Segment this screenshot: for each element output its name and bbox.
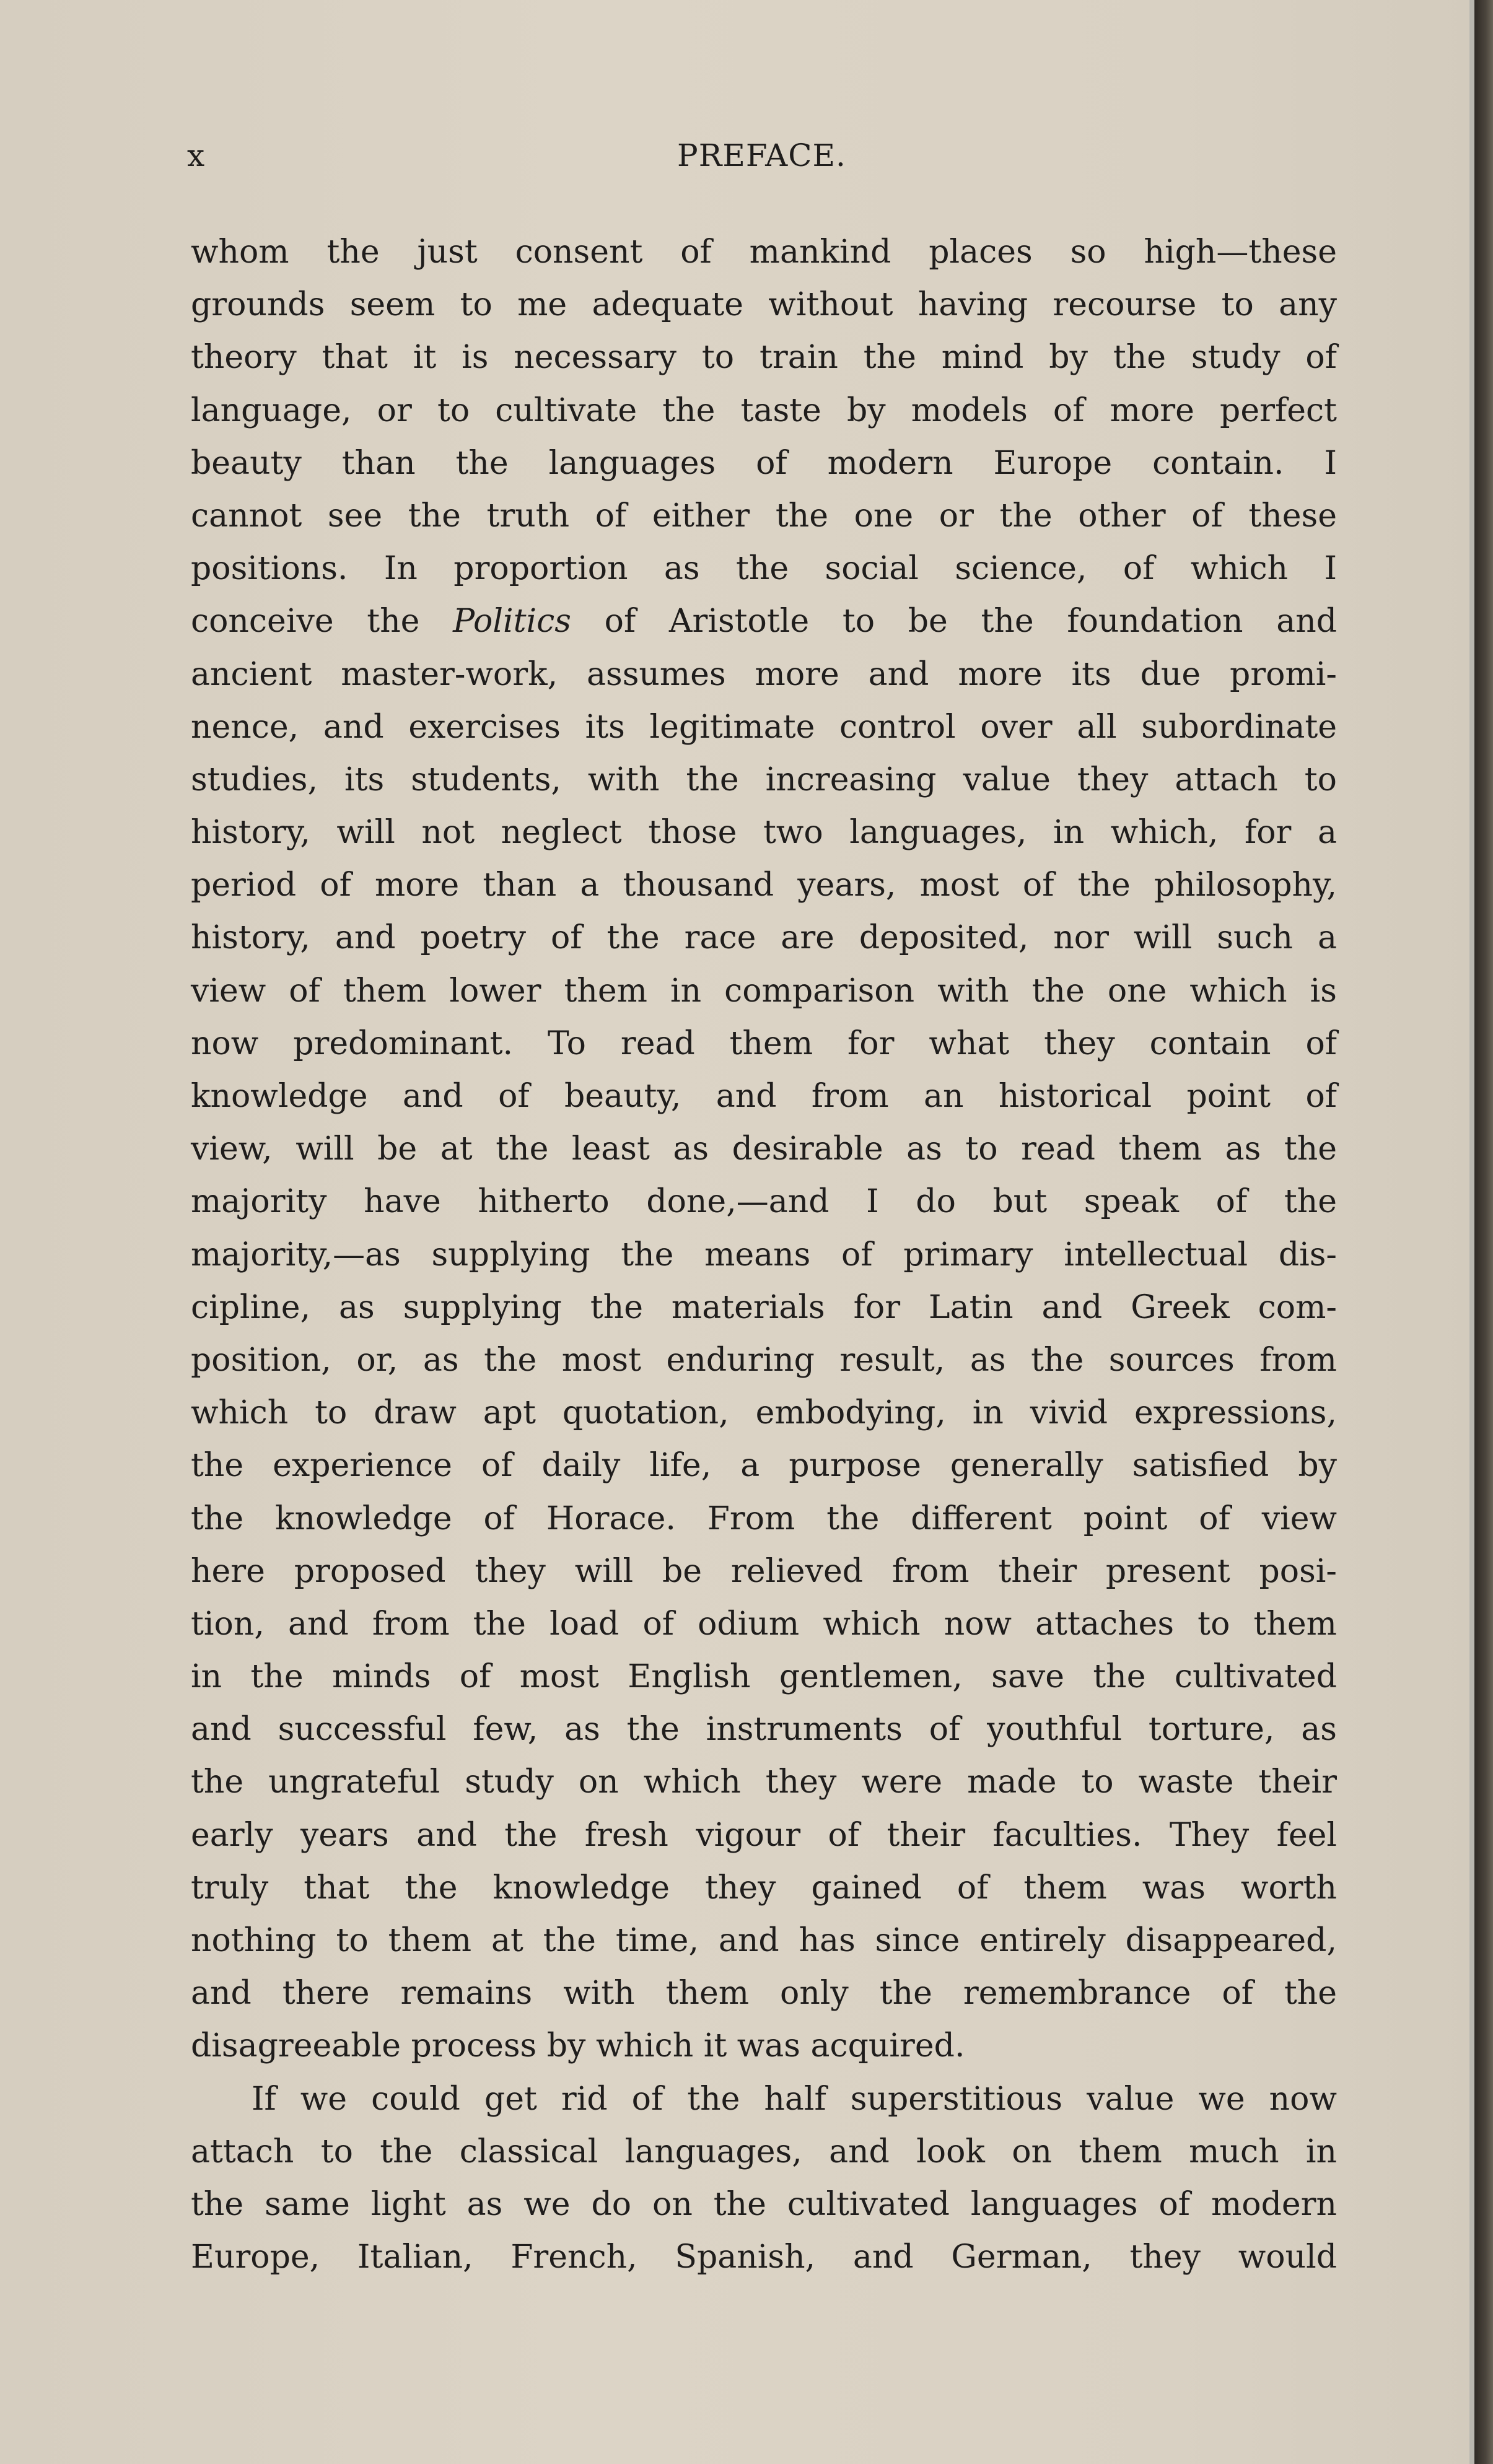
text-line: Europe, Italian, French, Spanish, and German, they would <box>191 2239 1337 2276</box>
text-line: grounds seem to me adequate without having recourse to any <box>191 286 1337 324</box>
text-line: positions. In proportion as the social science, of which I <box>191 550 1337 588</box>
text-line: and successful few, as the instruments of youthful torture, as <box>191 1711 1337 1749</box>
text-line: history, will not neglect those two languages, in which, for a <box>191 814 1337 852</box>
text-line: view, will be at the least as desirable as to read them as the <box>191 1130 1337 1168</box>
text-line: theory that it is necessary to train the mind by the study of <box>191 339 1337 377</box>
text-line: early years and the fresh vigour of their faculties. They feel <box>191 1816 1337 1854</box>
text-line: and there remains with them only the remembrance of the <box>191 1975 1337 2012</box>
running-header <box>187 138 1336 181</box>
text-line: now predominant. To read them for what they contain of <box>191 1024 1337 1062</box>
text-line: period of more than a thousand years, most of the philosophy, <box>191 867 1337 904</box>
text-line: majority,—as supplying the means of primary intellectual dis- <box>191 1236 1337 1274</box>
text-line: cannot see the truth of either the one or the other of these <box>191 497 1337 535</box>
text-line: tion, and from the load of odium which now attaches to them <box>191 1605 1337 1643</box>
text-line: which to draw apt quotation, embodying, in vivid expressions, <box>191 1394 1337 1432</box>
text-line: disagreeable process by which it was acquired. <box>191 2027 965 2065</box>
text-line: position, or, as the most enduring result, as the sources from <box>191 1341 1337 1379</box>
text-line: in the minds of most English gentlemen, save the cultivated <box>191 1658 1337 1696</box>
italic-title: Politics <box>453 603 571 640</box>
text-line: nothing to them at the time, and has since entirely disappeared, <box>191 1922 1337 1959</box>
text-line: the experience of daily life, a purpose generally satisfied by <box>191 1447 1337 1485</box>
text-line: conceive the Politics of Aristotle to be the foundation and <box>191 603 1337 640</box>
text-line: studies, its students, with the increasing value they attach to <box>191 761 1337 798</box>
text-line: the knowledge of Horace. From the different point of view <box>191 1500 1337 1537</box>
running-title: PREFACE. <box>677 138 846 173</box>
text-line: knowledge and of beauty, and from an historical point of <box>191 1078 1337 1115</box>
text-line: the ungrateful study on which they were made to waste their <box>191 1763 1337 1801</box>
page-number: x <box>187 138 206 173</box>
binding-shadow <box>1474 0 1493 2464</box>
text-line: history, and poetry of the race are deposited, nor will such a <box>191 919 1337 957</box>
text-line: truly that the knowledge they gained of them was worth <box>191 1869 1337 1907</box>
text-line: If we could get rid of the half superstitious value we now <box>252 2080 1337 2118</box>
text-line: the same light as we do on the cultivated languages of modern <box>191 2185 1337 2223</box>
text-line: cipline, as supplying the materials for Latin and Greek com- <box>191 1288 1337 1326</box>
paragraph <box>191 226 1337 2073</box>
text-line: ancient master-work, assumes more and more its due promi- <box>191 655 1337 693</box>
paragraph <box>191 2073 1337 2284</box>
text-line: beauty than the languages of modern Europe contain. I <box>191 444 1337 482</box>
text-line: majority have hitherto done,—and I do but speak of the <box>191 1183 1337 1221</box>
body-text <box>191 226 1337 2284</box>
text-line: view of them lower them in comparison with the one which is <box>191 972 1337 1010</box>
text-line: nence, and exercises its legitimate control over all subordinate <box>191 708 1337 746</box>
text-line: here proposed they will be relieved from their present posi- <box>191 1552 1337 1590</box>
text-line: attach to the classical languages, and look on them much in <box>191 2133 1337 2170</box>
text-line: language, or to cultivate the taste by models of more perfect <box>191 391 1337 429</box>
text-line: whom the just consent of mankind places so high—these <box>191 234 1337 271</box>
page-edge <box>1469 0 1474 2464</box>
